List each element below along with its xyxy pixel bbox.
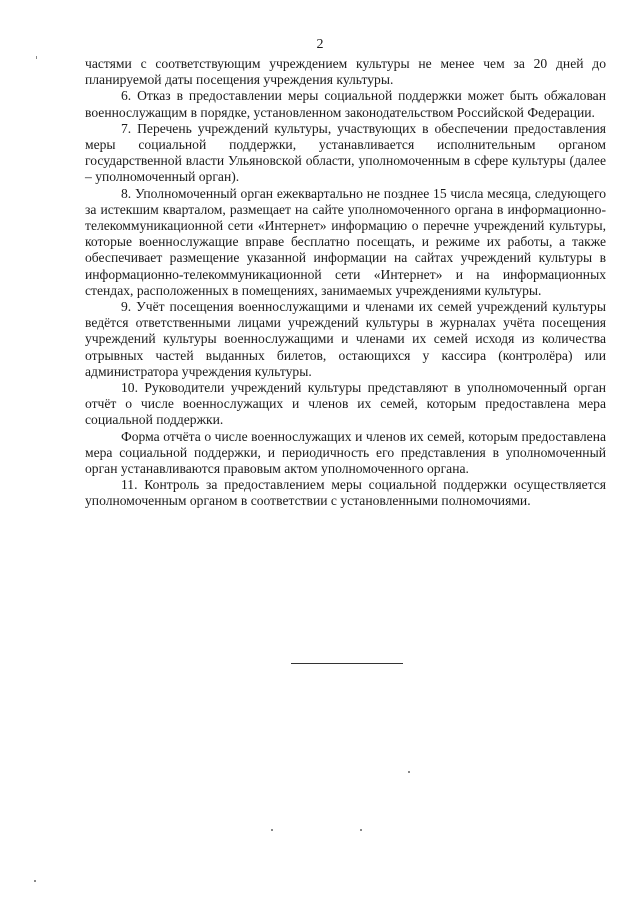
paragraph-10-form: Форма отчёта о числе военнослужащих и членов их семей, которым предоставлена мера социальной поддержки, и периодичность его представления в уполномоченный орган устанавливаются правовым актом уполномоченного органа. bbox=[85, 428, 606, 477]
paragraph-10: 10. Руководители учреждений культуры представляют в уполномоченный орган отчёт о числе военнослужащих и членов их семей, которым предоставлена мера социальной поддержки. bbox=[85, 380, 606, 428]
scan-speck bbox=[271, 829, 273, 831]
paragraph-8: 8. Уполномоченный орган ежеквартально не позднее 15 числа месяца, следующего за истекшим кварталом, размещает на сайте уполномоченного органа в информационно-телекоммуникационной сети «Интернет» информацию о перечне учреждений культуры, которые военнослужащие вправе бесплатно посещать, и режиме их работы, а также обеспечивает размещение указанной информации на сайтах учреждений культуры в информационно-телекоммуникационной сети «Интернет» и на информационных стендах, расположенных в помещениях, занимаемых учреждениями культуры. bbox=[85, 185, 606, 298]
paragraph-9: 9. Учёт посещения военнослужащими и членами их семей учреждений культуры ведётся ответственными лицами учреждений культуры в журналах учёта посещения учреждений культуры военнослужащими и членами их семей исходя из количества отрывных частей выданных билетов, остающихся у кассира (контролёра) или администратора учреждения культуры. bbox=[85, 299, 606, 379]
page-number: 2 bbox=[316, 37, 324, 52]
paragraph-7: 7. Перечень учреждений культуры, участвующих в обеспечении предоставления меры социальной поддержки, устанавливается исполнительным органом государственной власти Ульяновской области, уполномоченным в сфере культуры (далее – уполномоченный орган). bbox=[85, 120, 606, 185]
scan-speck bbox=[36, 56, 37, 59]
paragraph-6: 6. Отказ в предоставлении меры социальной поддержки может быть обжалован военнослужащим в порядке, установленном законодательством Российской Федерации. bbox=[85, 88, 606, 120]
scan-speck bbox=[408, 771, 410, 773]
document-body bbox=[85, 56, 606, 510]
paragraph-11: 11. Контроль за предоставлением меры социальной поддержки осуществляется уполномоченным органом в соответствии с установленными полномочиями. bbox=[85, 477, 606, 509]
end-separator-line bbox=[291, 663, 403, 664]
paragraph-continuation: частями с соответствующим учреждением культуры не менее чем за 20 дней до планируемой даты посещения учреждения культуры. bbox=[85, 56, 606, 88]
scan-speck bbox=[360, 829, 362, 831]
scan-speck bbox=[34, 880, 36, 882]
